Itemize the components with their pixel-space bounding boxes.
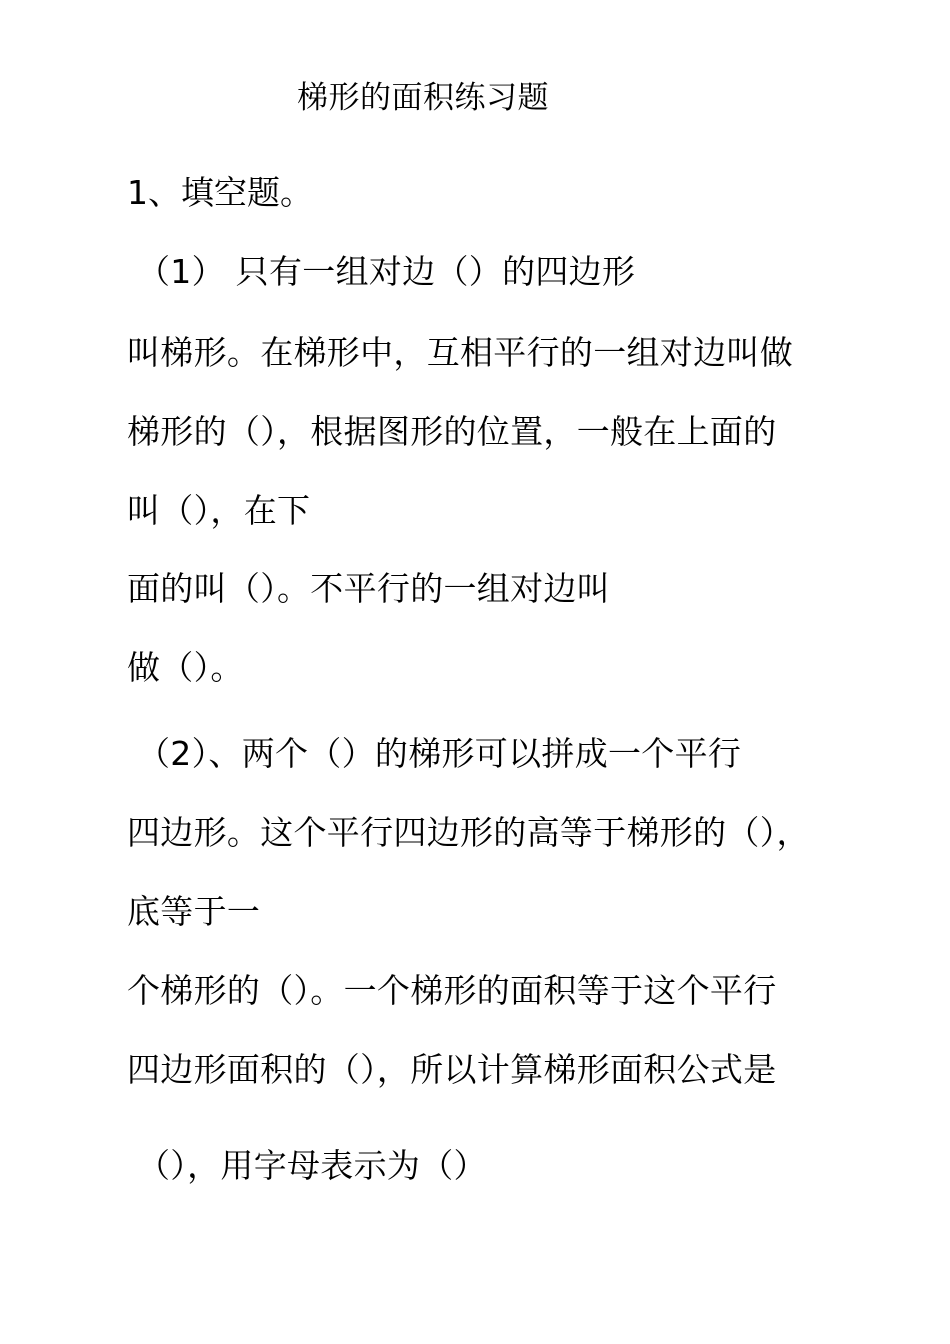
text-line: 底等于一 (127, 892, 261, 931)
text-line: 叫梯形。在梯形中，互相平行的一组对边叫做 (127, 333, 793, 372)
text-line: 叫（），在下 (127, 491, 311, 530)
text-line: （2）、两个（）的梯形可以拼成一个平行 (137, 734, 742, 773)
text-line: 四边形面积的（），所以计算梯形面积公式是 (127, 1050, 777, 1089)
text-line: 梯形的（），根据图形的位置，一般在上面的 (127, 412, 777, 451)
text-line: 个梯形的（）。一个梯形的面积等于这个平行 (127, 971, 777, 1010)
text-line: 四边形。这个平行四边形的高等于梯形的（）， (127, 813, 810, 852)
text-line: （），用字母表示为（） (137, 1146, 487, 1185)
text-line: 面的叫（）。不平行的一组对边叫 (127, 569, 610, 608)
text-line: 做（）。 (127, 648, 244, 687)
text-line: （1） 只有一组对边（）的四边形 (137, 252, 636, 291)
section-heading: 1、填空题。 (127, 173, 313, 212)
document-title: 梯形的面积练习题 (297, 80, 549, 116)
